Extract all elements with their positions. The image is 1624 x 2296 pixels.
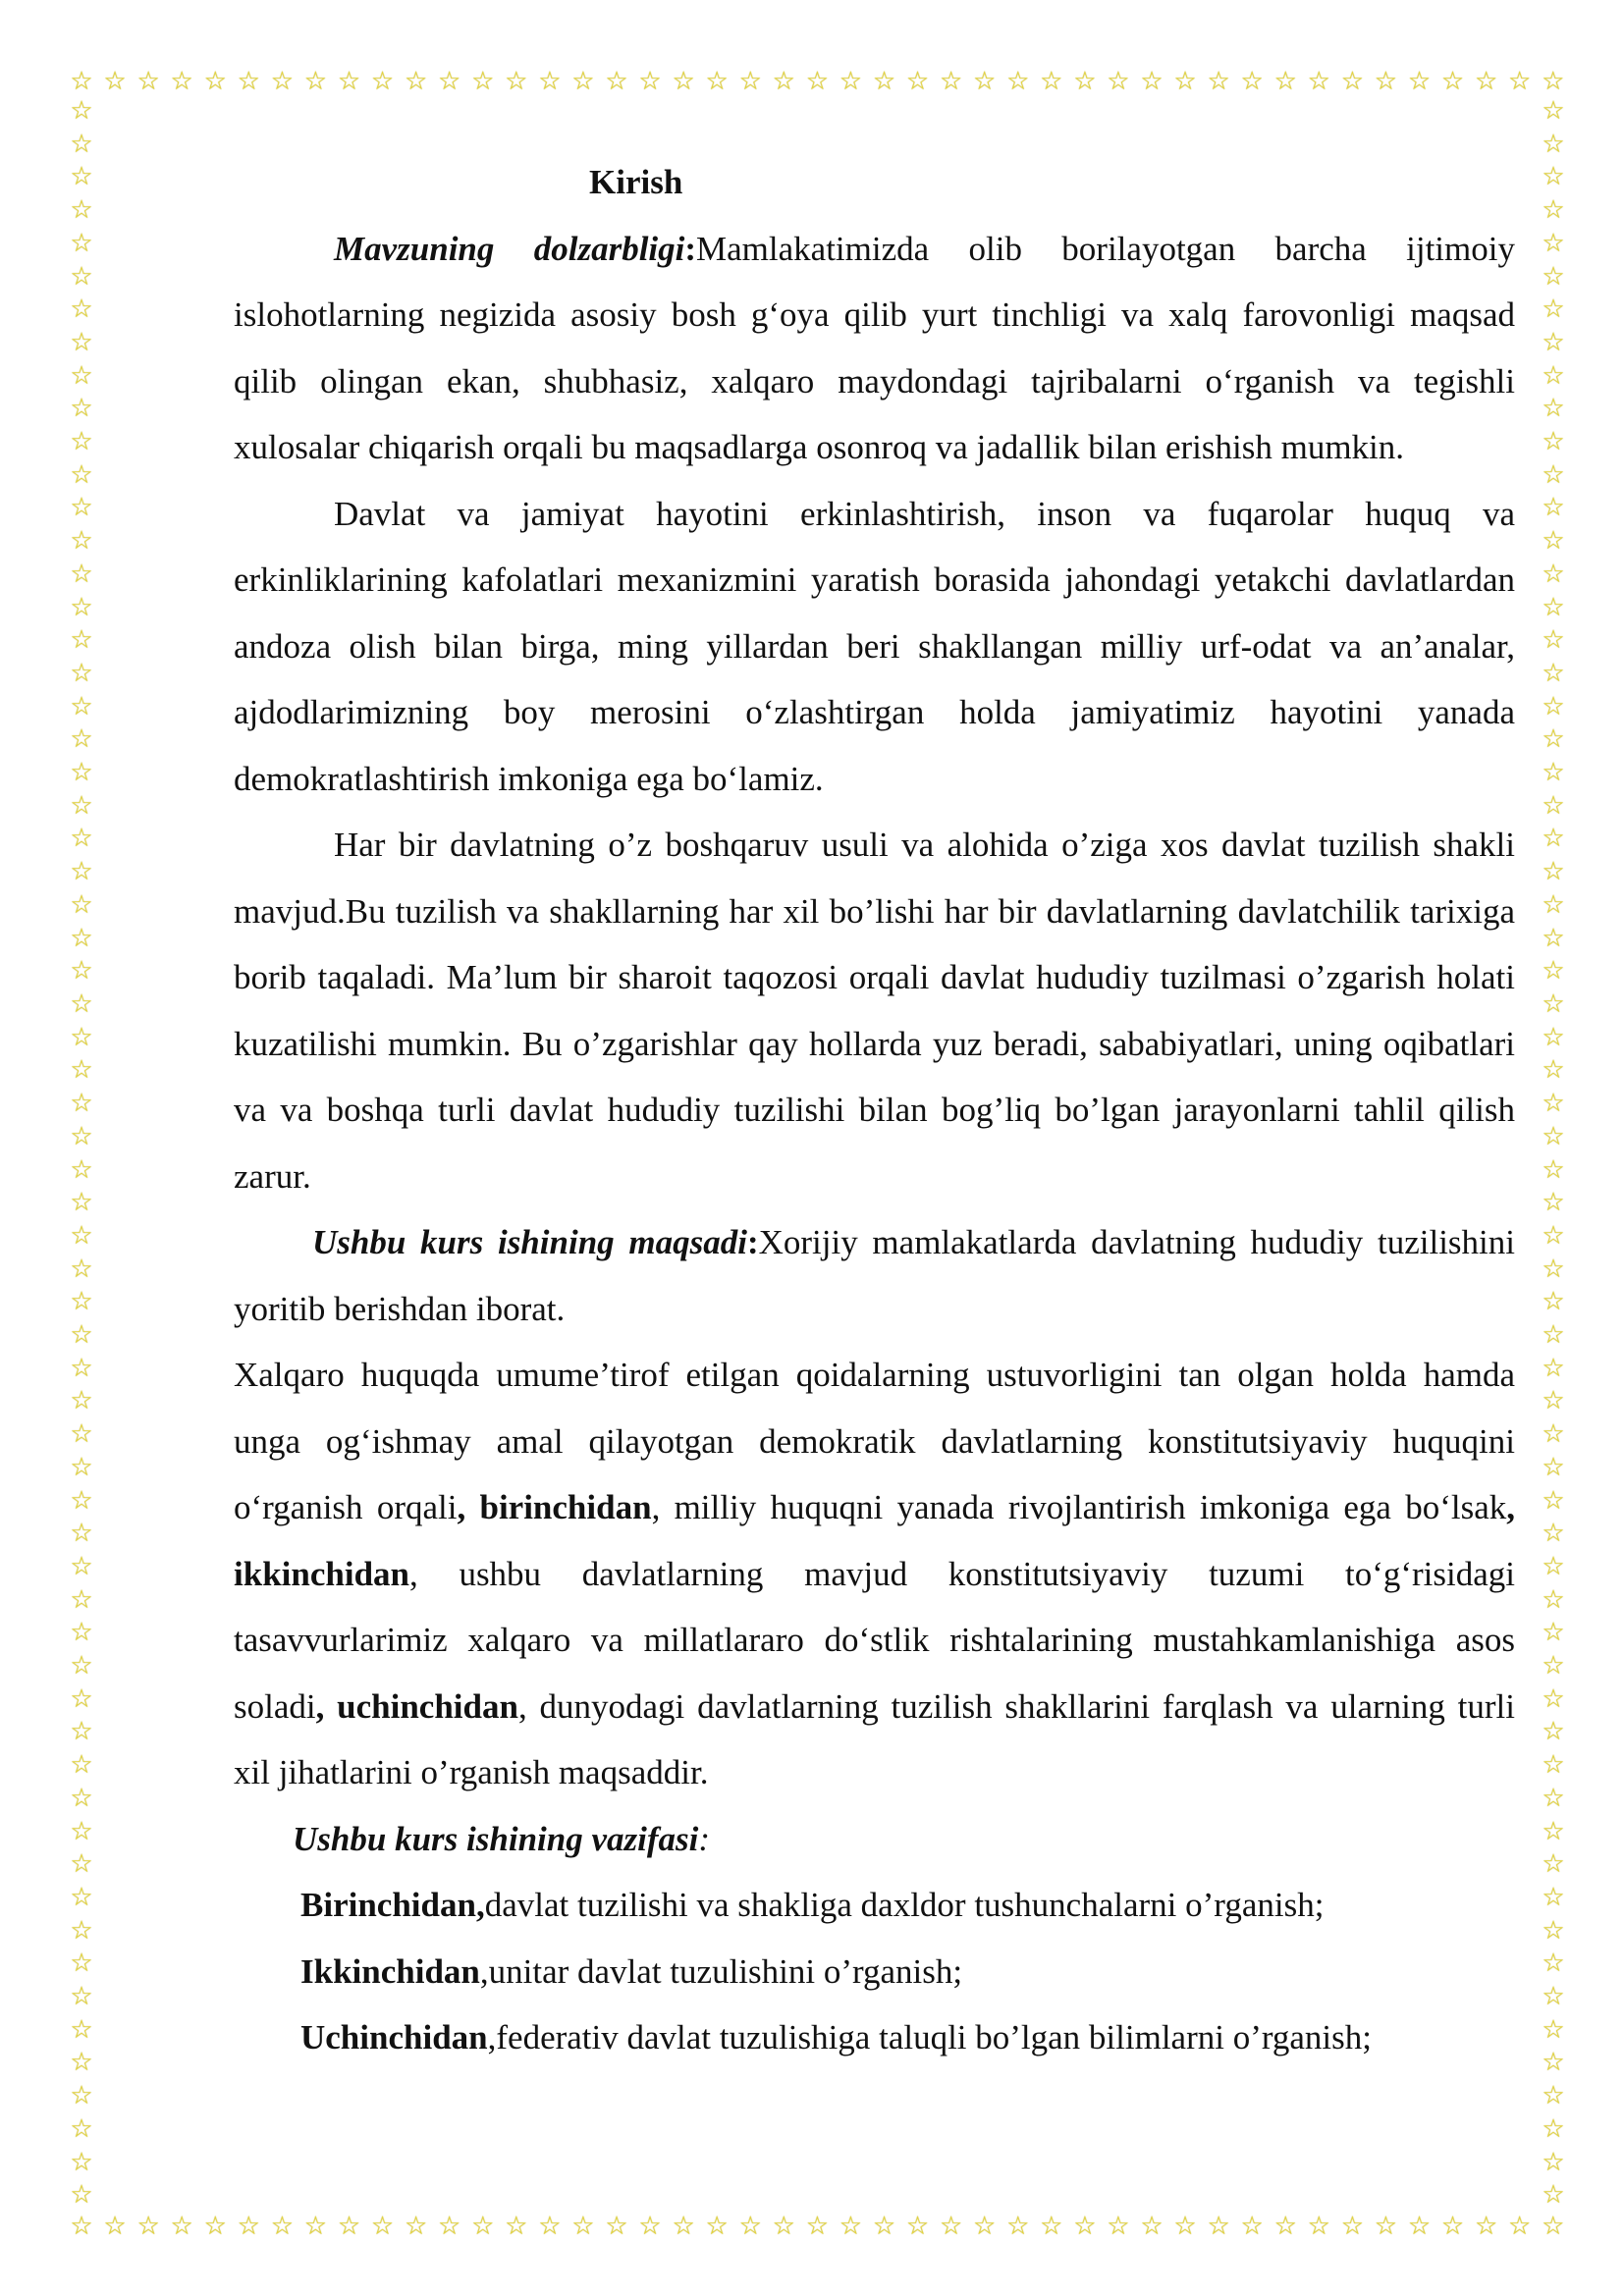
star-icon: ☆ (1542, 1485, 1565, 1516)
star-icon: ☆ (738, 67, 762, 96)
star-icon: ☆ (70, 1982, 93, 2012)
star-icon: ☆ (170, 2212, 193, 2241)
star-icon: ☆ (1508, 67, 1532, 96)
star-icon: ☆ (738, 2212, 762, 2241)
star-icon: ☆ (438, 2212, 461, 2241)
star-icon: ☆ (70, 360, 93, 391)
star-icon: ☆ (70, 592, 93, 622)
page-title: Kirish (589, 163, 683, 201)
star-icon: ☆ (1542, 294, 1565, 325)
star-icon: ☆ (103, 67, 127, 96)
star-icon: ☆ (270, 2212, 295, 2241)
star-icon: ☆ (1542, 1982, 1565, 2012)
star-icon: ☆ (70, 2048, 93, 2078)
star-icon: ☆ (973, 2212, 997, 2241)
task-item-text: davlat tuzilishi va shakliga daxldor tushunchalarni o’rganish; (484, 1886, 1325, 1924)
star-icon: ☆ (1542, 1618, 1565, 1648)
star-icon: ☆ (1440, 2212, 1465, 2241)
star-icon: ☆ (70, 96, 93, 126)
star-icon: ☆ (70, 1022, 93, 1052)
star-icon: ☆ (70, 1254, 93, 1284)
star-icon: ☆ (1542, 956, 1565, 987)
star-icon: ☆ (70, 790, 93, 821)
star-icon: ☆ (70, 923, 93, 953)
p5-text-1: Xalqaro huquqda umume’tirof etilgan qoidalarning ustuvorligini tan olgan holda hamda unga og‘ishmay amal qilayotgan demokratik davlatlarning konstitutsiyaviy huquqini o‘rganish orqali (234, 1356, 1515, 1526)
star-icon: ☆ (1542, 857, 1565, 887)
star-icon: ☆ (772, 67, 795, 96)
star-icon: ☆ (1542, 1154, 1565, 1185)
task-item-label: Ikkinchidan (300, 1951, 480, 1991)
paragraph-3: Har bir davlatning o’z boshqaruv usuli va alohida o’ziga xos davlat tuzilish shakli mavjud.Bu tuzilish va shakllarning har xil bo’lishi har bir davlatlarning davlatchilik tarixiga borib taqaladi. Ma’lum bir sharoit taqozosi orqali davlat hududiy tuzilmasi o’zgarish holati kuzatilishi mumkin. Bu o’zgarishlar qay hollarda yuz beradi, sababiyatlari, uning oqibatlari va va boshqa turli davlat hududiy tuzilishi bilan bog’liq bo’lgan jarayonlarni tahlil qilish zarur. (234, 826, 1515, 1196)
star-icon: ☆ (1542, 1882, 1565, 1912)
relevance-text: Mamlakatimizda olib borilayotgan barcha ijtimoiy islohotlarning negizida asosiy bosh g‘oya qilib yurt tinchligi va xalq farovonligi maqsad qilib olingan ekan, shubhasiz, xalqaro maydondagi tajribalarni o‘rganish va tegishli xulosalar chiqarish orqali bu maqsadlarga osonroq va jadallik bilan erishish mumkin. (234, 229, 1515, 466)
star-icon: ☆ (1073, 67, 1097, 96)
star-icon: ☆ (1542, 1717, 1565, 1747)
star-icon: ☆ (1542, 327, 1565, 357)
goal-text: Xorijiy mamlakatlarda davlatning hududiy tuzilishini yoritib berishdan iborat. (234, 1223, 1515, 1328)
star-icon: ☆ (70, 1949, 93, 1979)
star-icon: ☆ (1542, 1750, 1565, 1781)
star-icon: ☆ (1240, 2212, 1264, 2241)
star-icon: ☆ (1542, 1452, 1565, 1482)
star-icon: ☆ (705, 2212, 729, 2241)
star-icon: ☆ (303, 2212, 328, 2241)
star-icon: ☆ (1542, 988, 1565, 1019)
paragraph-2: Davlat va jamiyat hayotini erkinlashtirish, inson va fuqarolar huquq va erkinliklarining kafolatlari mexanizmini yaratish borasida jahondagi yetakchi davlatlardan andoza olish bilan birga, ming yillardan beri shakllangan milliy urf-odat va an’analar, ajdodlarimizning boy merosini o‘zlashtirgan holda jamiyatimiz hayotini yanada demokratlashtirish imkoniga ega bo‘lamiz. (234, 494, 1515, 798)
star-icon: ☆ (1173, 67, 1197, 96)
star-icon: ☆ (70, 1651, 93, 1682)
star-icon: ☆ (1542, 691, 1565, 721)
star-icon: ☆ (805, 2212, 830, 2241)
star-icon: ☆ (1542, 1055, 1565, 1086)
star-icon: ☆ (70, 261, 93, 292)
star-icon: ☆ (1542, 1287, 1565, 1317)
star-icon: ☆ (1273, 67, 1297, 96)
star-icon: ☆ (1542, 2113, 1565, 2144)
task-item-text: ,federativ davlat tuzulishiga taluqli bo’lgan bilimlarni o’rganish; (487, 2018, 1373, 2056)
star-icon: ☆ (538, 67, 562, 96)
star-icon: ☆ (772, 2212, 795, 2241)
star-icon: ☆ (1542, 790, 1565, 821)
star-icon: ☆ (1542, 658, 1565, 688)
star-icon: ☆ (839, 67, 863, 96)
star-icon: ☆ (1542, 228, 1565, 258)
star-icon: ☆ (70, 1882, 93, 1912)
star-icon: ☆ (505, 2212, 528, 2241)
star-icon: ☆ (203, 67, 227, 96)
star-icon: ☆ (1374, 2212, 1398, 2241)
star-icon: ☆ (872, 2212, 896, 2241)
star-icon: ☆ (1542, 394, 1565, 424)
p5-bold-3: , uchinchidan (315, 1686, 518, 1726)
star-icon: ☆ (1542, 1551, 1565, 1581)
star-icon: ☆ (136, 67, 160, 96)
star-icon: ☆ (1207, 67, 1230, 96)
star-icon: ☆ (1407, 2212, 1432, 2241)
star-icon: ☆ (70, 294, 93, 325)
star-icon: ☆ (1542, 1121, 1565, 1151)
star-icon: ☆ (370, 2212, 395, 2241)
star-border-top (69, 69, 1566, 94)
star-icon: ☆ (1542, 1816, 1565, 1846)
star-icon: ☆ (70, 1816, 93, 1846)
star-icon: ☆ (471, 2212, 495, 2241)
p5-bold-2: , ikkinchidan (234, 1488, 1515, 1593)
star-icon: ☆ (1542, 2014, 1565, 2045)
star-icon: ☆ (1474, 67, 1498, 96)
star-icon: ☆ (70, 2081, 93, 2111)
star-icon: ☆ (70, 559, 93, 589)
star-icon: ☆ (438, 67, 461, 96)
star-icon: ☆ (70, 857, 93, 887)
star-icon: ☆ (1006, 67, 1030, 96)
star-icon: ☆ (1140, 67, 1164, 96)
star-icon: ☆ (705, 67, 729, 96)
star-icon: ☆ (505, 67, 528, 96)
star-icon: ☆ (270, 67, 295, 96)
tasks-heading-label: Ushbu kurs ishining vazifasi (293, 1819, 699, 1858)
star-icon: ☆ (70, 758, 93, 788)
star-icon: ☆ (1542, 1188, 1565, 1218)
task-item-label: Uchinchidan (300, 2018, 488, 2056)
star-icon: ☆ (1173, 2212, 1197, 2241)
star-icon: ☆ (1040, 67, 1063, 96)
star-icon: ☆ (672, 67, 695, 96)
star-icon: ☆ (70, 1750, 93, 1781)
tasks-heading (234, 1806, 1515, 1873)
star-icon: ☆ (70, 1683, 93, 1714)
p5-text-4: , dunyodagi davlatlarning tuzilish shakllarini farqlash va ularning turli xil jihatlarini o’rganish maqsaddir. (234, 1686, 1515, 1791)
star-icon: ☆ (939, 67, 963, 96)
star-icon: ☆ (70, 1121, 93, 1151)
star-icon: ☆ (1542, 1220, 1565, 1251)
star-icon: ☆ (237, 67, 260, 96)
star-icon: ☆ (1107, 2212, 1130, 2241)
star-icon: ☆ (1407, 67, 1432, 96)
star-icon: ☆ (70, 1220, 93, 1251)
star-icon: ☆ (1542, 162, 1565, 192)
star-icon: ☆ (70, 2014, 93, 2045)
star-icon: ☆ (70, 658, 93, 688)
tasks-heading-colon: : (698, 1819, 711, 1858)
star-icon: ☆ (1006, 2212, 1030, 2241)
star-icon: ☆ (1542, 1683, 1565, 1714)
star-icon: ☆ (70, 1419, 93, 1450)
star-icon: ☆ (1542, 1386, 1565, 1416)
star-icon: ☆ (1542, 360, 1565, 391)
star-icon: ☆ (1542, 1089, 1565, 1119)
star-icon: ☆ (237, 2212, 260, 2241)
star-icon: ☆ (1542, 526, 1565, 557)
star-icon: ☆ (805, 67, 830, 96)
task-item-label: Birinchidan, (300, 1886, 485, 1924)
star-icon: ☆ (1542, 889, 1565, 920)
star-icon: ☆ (70, 2147, 93, 2177)
document-body (234, 149, 1515, 2071)
star-icon: ☆ (1107, 67, 1130, 96)
star-icon: ☆ (1542, 592, 1565, 622)
star-icon: ☆ (1542, 67, 1565, 96)
star-icon: ☆ (973, 67, 997, 96)
star-icon: ☆ (70, 824, 93, 854)
star-icon: ☆ (337, 2212, 361, 2241)
star-icon: ☆ (1542, 2081, 1565, 2111)
star-icon: ☆ (1542, 1022, 1565, 1052)
p5-bold-1: , birinchidan (457, 1488, 652, 1526)
star-icon: ☆ (1542, 261, 1565, 292)
star-icon: ☆ (1542, 1949, 1565, 1979)
star-icon: ☆ (1542, 1519, 1565, 1549)
task-item (234, 2004, 1515, 2071)
star-icon: ☆ (1542, 2212, 1565, 2241)
star-icon: ☆ (70, 67, 93, 96)
star-icon: ☆ (1140, 2212, 1164, 2241)
star-icon: ☆ (1542, 129, 1565, 159)
star-icon: ☆ (939, 2212, 963, 2241)
star-icon: ☆ (1542, 1320, 1565, 1351)
star-icon: ☆ (70, 724, 93, 755)
star-icon: ☆ (1542, 2147, 1565, 2177)
star-icon: ☆ (70, 1353, 93, 1383)
star-icon: ☆ (370, 67, 395, 96)
star-icon: ☆ (638, 2212, 662, 2241)
star-icon: ☆ (1542, 1849, 1565, 1880)
star-icon: ☆ (70, 1452, 93, 1482)
star-icon: ☆ (1374, 67, 1398, 96)
star-icon: ☆ (404, 2212, 428, 2241)
star-icon: ☆ (203, 2212, 227, 2241)
star-icon: ☆ (404, 67, 428, 96)
star-icon: ☆ (70, 1386, 93, 1416)
star-icon: ☆ (70, 1485, 93, 1516)
star-icon: ☆ (1240, 67, 1264, 96)
star-icon: ☆ (70, 956, 93, 987)
star-icon: ☆ (70, 2180, 93, 2211)
star-icon: ☆ (103, 2212, 127, 2241)
star-icon: ☆ (70, 1551, 93, 1581)
star-icon: ☆ (170, 67, 193, 96)
star-icon: ☆ (1542, 824, 1565, 854)
star-icon: ☆ (1040, 2212, 1063, 2241)
goal-label: Ushbu kurs ishining maqsadi (312, 1223, 747, 1261)
star-icon: ☆ (70, 129, 93, 159)
star-icon: ☆ (70, 195, 93, 226)
star-icon: ☆ (70, 493, 93, 523)
star-icon: ☆ (70, 691, 93, 721)
paragraph-goal (234, 1209, 1515, 1342)
star-icon: ☆ (70, 889, 93, 920)
star-icon: ☆ (905, 67, 930, 96)
star-icon: ☆ (1542, 625, 1565, 656)
star-icon: ☆ (70, 162, 93, 192)
task-item (234, 1939, 1515, 2005)
star-icon: ☆ (70, 394, 93, 424)
star-icon: ☆ (70, 228, 93, 258)
star-icon: ☆ (1508, 2212, 1532, 2241)
star-border-right (1541, 98, 1566, 2209)
star-icon: ☆ (1542, 1915, 1565, 1946)
star-icon: ☆ (303, 67, 328, 96)
star-icon: ☆ (70, 1849, 93, 1880)
star-icon: ☆ (1542, 2180, 1565, 2211)
star-icon: ☆ (1474, 2212, 1498, 2241)
star-border-bottom (69, 2214, 1566, 2239)
star-icon: ☆ (538, 2212, 562, 2241)
paragraph-relevance (234, 216, 1515, 481)
star-icon: ☆ (70, 1320, 93, 1351)
star-icon: ☆ (70, 1717, 93, 1747)
star-icon: ☆ (872, 67, 896, 96)
star-icon: ☆ (1542, 96, 1565, 126)
star-icon: ☆ (1542, 427, 1565, 457)
star-icon: ☆ (1542, 1584, 1565, 1615)
star-icon: ☆ (1542, 1651, 1565, 1682)
star-icon: ☆ (1542, 1254, 1565, 1284)
star-icon: ☆ (571, 67, 595, 96)
p5-text-2: , milliy huquqni yanada rivojlantirish imkoniga ega bo‘lsak (651, 1488, 1507, 1526)
star-icon: ☆ (70, 1618, 93, 1648)
paragraph-5 (234, 1342, 1515, 1806)
star-icon: ☆ (1307, 2212, 1330, 2241)
star-icon: ☆ (638, 67, 662, 96)
star-icon: ☆ (605, 2212, 628, 2241)
star-icon: ☆ (70, 1584, 93, 1615)
star-icon: ☆ (571, 2212, 595, 2241)
star-icon: ☆ (1542, 1353, 1565, 1383)
star-icon: ☆ (1542, 195, 1565, 226)
star-icon: ☆ (1273, 2212, 1297, 2241)
star-icon: ☆ (1542, 923, 1565, 953)
star-icon: ☆ (1307, 67, 1330, 96)
star-icon: ☆ (1542, 493, 1565, 523)
star-icon: ☆ (1073, 2212, 1097, 2241)
star-icon: ☆ (1340, 2212, 1365, 2241)
star-icon: ☆ (1542, 758, 1565, 788)
star-icon: ☆ (672, 2212, 695, 2241)
star-icon: ☆ (839, 2212, 863, 2241)
star-icon: ☆ (605, 67, 628, 96)
star-icon: ☆ (70, 1519, 93, 1549)
star-icon: ☆ (70, 1089, 93, 1119)
star-icon: ☆ (1542, 1419, 1565, 1450)
star-icon: ☆ (1542, 724, 1565, 755)
p5-text-3: , ushbu davlatlarning mavjud konstitutsiyaviy tuzumi to‘g‘risidagi tasavvurlarimiz xalqaro va millatlararo do‘stlik rishtalarining mustahkamlanishiga asos soladi (234, 1554, 1515, 1726)
star-border-left (69, 98, 94, 2209)
star-icon: ☆ (70, 2212, 93, 2241)
star-icon: ☆ (136, 2212, 160, 2241)
star-icon: ☆ (70, 1915, 93, 1946)
star-icon: ☆ (70, 1154, 93, 1185)
star-icon: ☆ (70, 1783, 93, 1813)
star-icon: ☆ (1340, 67, 1365, 96)
star-icon: ☆ (1542, 2048, 1565, 2078)
star-icon: ☆ (1207, 2212, 1230, 2241)
relevance-label: Mavzuning dolzarbligi (334, 229, 685, 268)
task-item (234, 1872, 1515, 1939)
star-icon: ☆ (70, 625, 93, 656)
star-icon: ☆ (70, 427, 93, 457)
star-icon: ☆ (70, 327, 93, 357)
star-icon: ☆ (70, 459, 93, 490)
star-icon: ☆ (70, 988, 93, 1019)
star-icon: ☆ (70, 2113, 93, 2144)
star-icon: ☆ (1542, 1783, 1565, 1813)
star-icon: ☆ (70, 1188, 93, 1218)
star-icon: ☆ (337, 67, 361, 96)
star-icon: ☆ (70, 526, 93, 557)
star-icon: ☆ (70, 1287, 93, 1317)
relevance-colon: : (684, 229, 697, 268)
star-icon: ☆ (1440, 67, 1465, 96)
star-icon: ☆ (70, 1055, 93, 1086)
task-item-text: ,unitar davlat tuzulishini o’rganish; (479, 1951, 963, 1991)
star-icon: ☆ (1542, 559, 1565, 589)
star-icon: ☆ (1542, 459, 1565, 490)
goal-colon: : (746, 1223, 759, 1261)
star-icon: ☆ (471, 67, 495, 96)
star-icon: ☆ (905, 2212, 930, 2241)
